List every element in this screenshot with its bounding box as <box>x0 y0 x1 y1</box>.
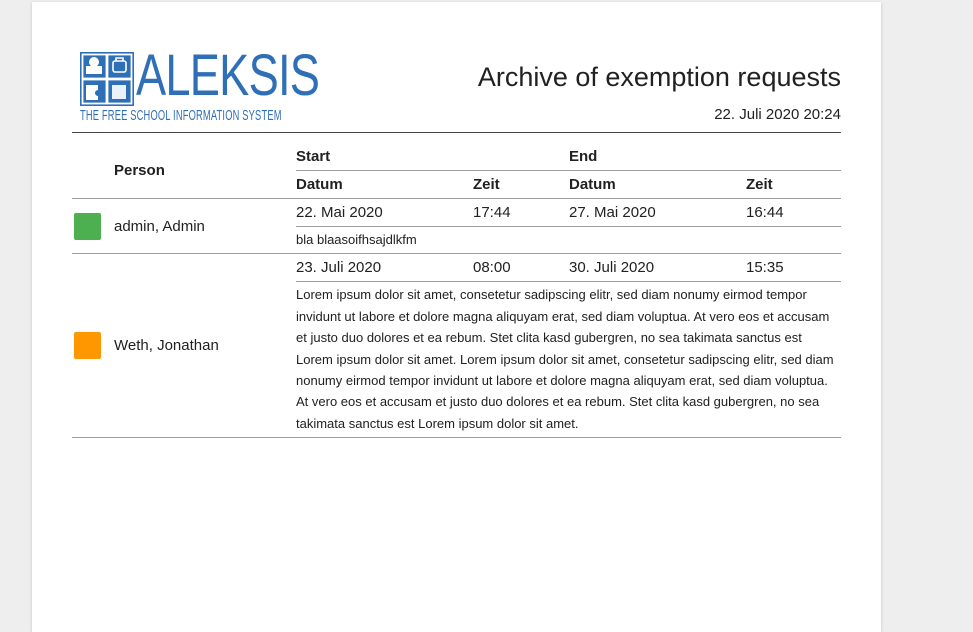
reason-text: Lorem ipsum dolor sit amet, consetetur sadipscing elitr, sed diam nonumy eirmod tempor invidunt ut labore et dolore magna aliquyam erat, sed diam voluptua. At vero eos et accusam et justo duo dolores et ea rebum. Stet clita kasd gubergren, no sea takimata sanctus est Lorem ipsum dolor sit amet. Lorem ipsum dolor sit amet, consetetur sadipscing elitr, sed diam nonumy eirmod tempor invidunt ut labore et dolore magna aliquyam erat, sed diam voluptua. At vero eos et accusam et justo duo dolores et ea rebum. Stet clita kasd gubergren, no sea takimata sanctus est Lorem ipsum dolor sit amet. <box>296 287 834 431</box>
header-start-date: Datum <box>296 171 473 199</box>
header-person: Person <box>114 162 165 179</box>
header-end-time: Zeit <box>746 171 841 199</box>
report-page <box>32 2 881 632</box>
start-time: 17:44 <box>473 199 569 227</box>
person-color-swatch <box>74 213 101 240</box>
header-start: Start <box>296 148 331 165</box>
swatch-cell <box>72 254 114 438</box>
logo-tagline: THE FREE SCHOOL INFORMATION SYSTEM <box>80 107 282 124</box>
end-date: 30. Juli 2020 <box>569 254 746 282</box>
person-name: Weth, Jonathan <box>114 337 219 355</box>
end-time: 16:44 <box>746 199 841 227</box>
start-date: 22. Mai 2020 <box>296 199 473 227</box>
swatch-cell <box>72 199 114 254</box>
header-end: End <box>569 148 598 165</box>
person-color-swatch <box>74 332 101 359</box>
table-row <box>72 199 841 227</box>
header-swatch-cell <box>72 143 114 199</box>
person-name: admin, Admin <box>114 217 205 235</box>
start-time: 08:00 <box>473 254 569 282</box>
end-time: 15:35 <box>746 254 841 282</box>
reason-text: bla blaasoifhsajdlkfm <box>296 232 417 247</box>
puzzle-logo-icon <box>80 52 134 106</box>
header-end-date: Datum <box>569 171 746 199</box>
exemptions-table <box>72 143 841 438</box>
table-row <box>72 254 841 282</box>
aleksis-logo <box>80 43 320 126</box>
report-timestamp: 22. Juli 2020 20:24 <box>714 106 841 123</box>
header-start-time: Zeit <box>473 171 569 199</box>
report-header <box>72 43 841 133</box>
start-date: 23. Juli 2020 <box>296 254 473 282</box>
logo-wordmark: ALEKSIS <box>136 43 320 108</box>
end-date: 27. Mai 2020 <box>569 199 746 227</box>
page-title: Archive of exemption requests <box>477 62 841 92</box>
